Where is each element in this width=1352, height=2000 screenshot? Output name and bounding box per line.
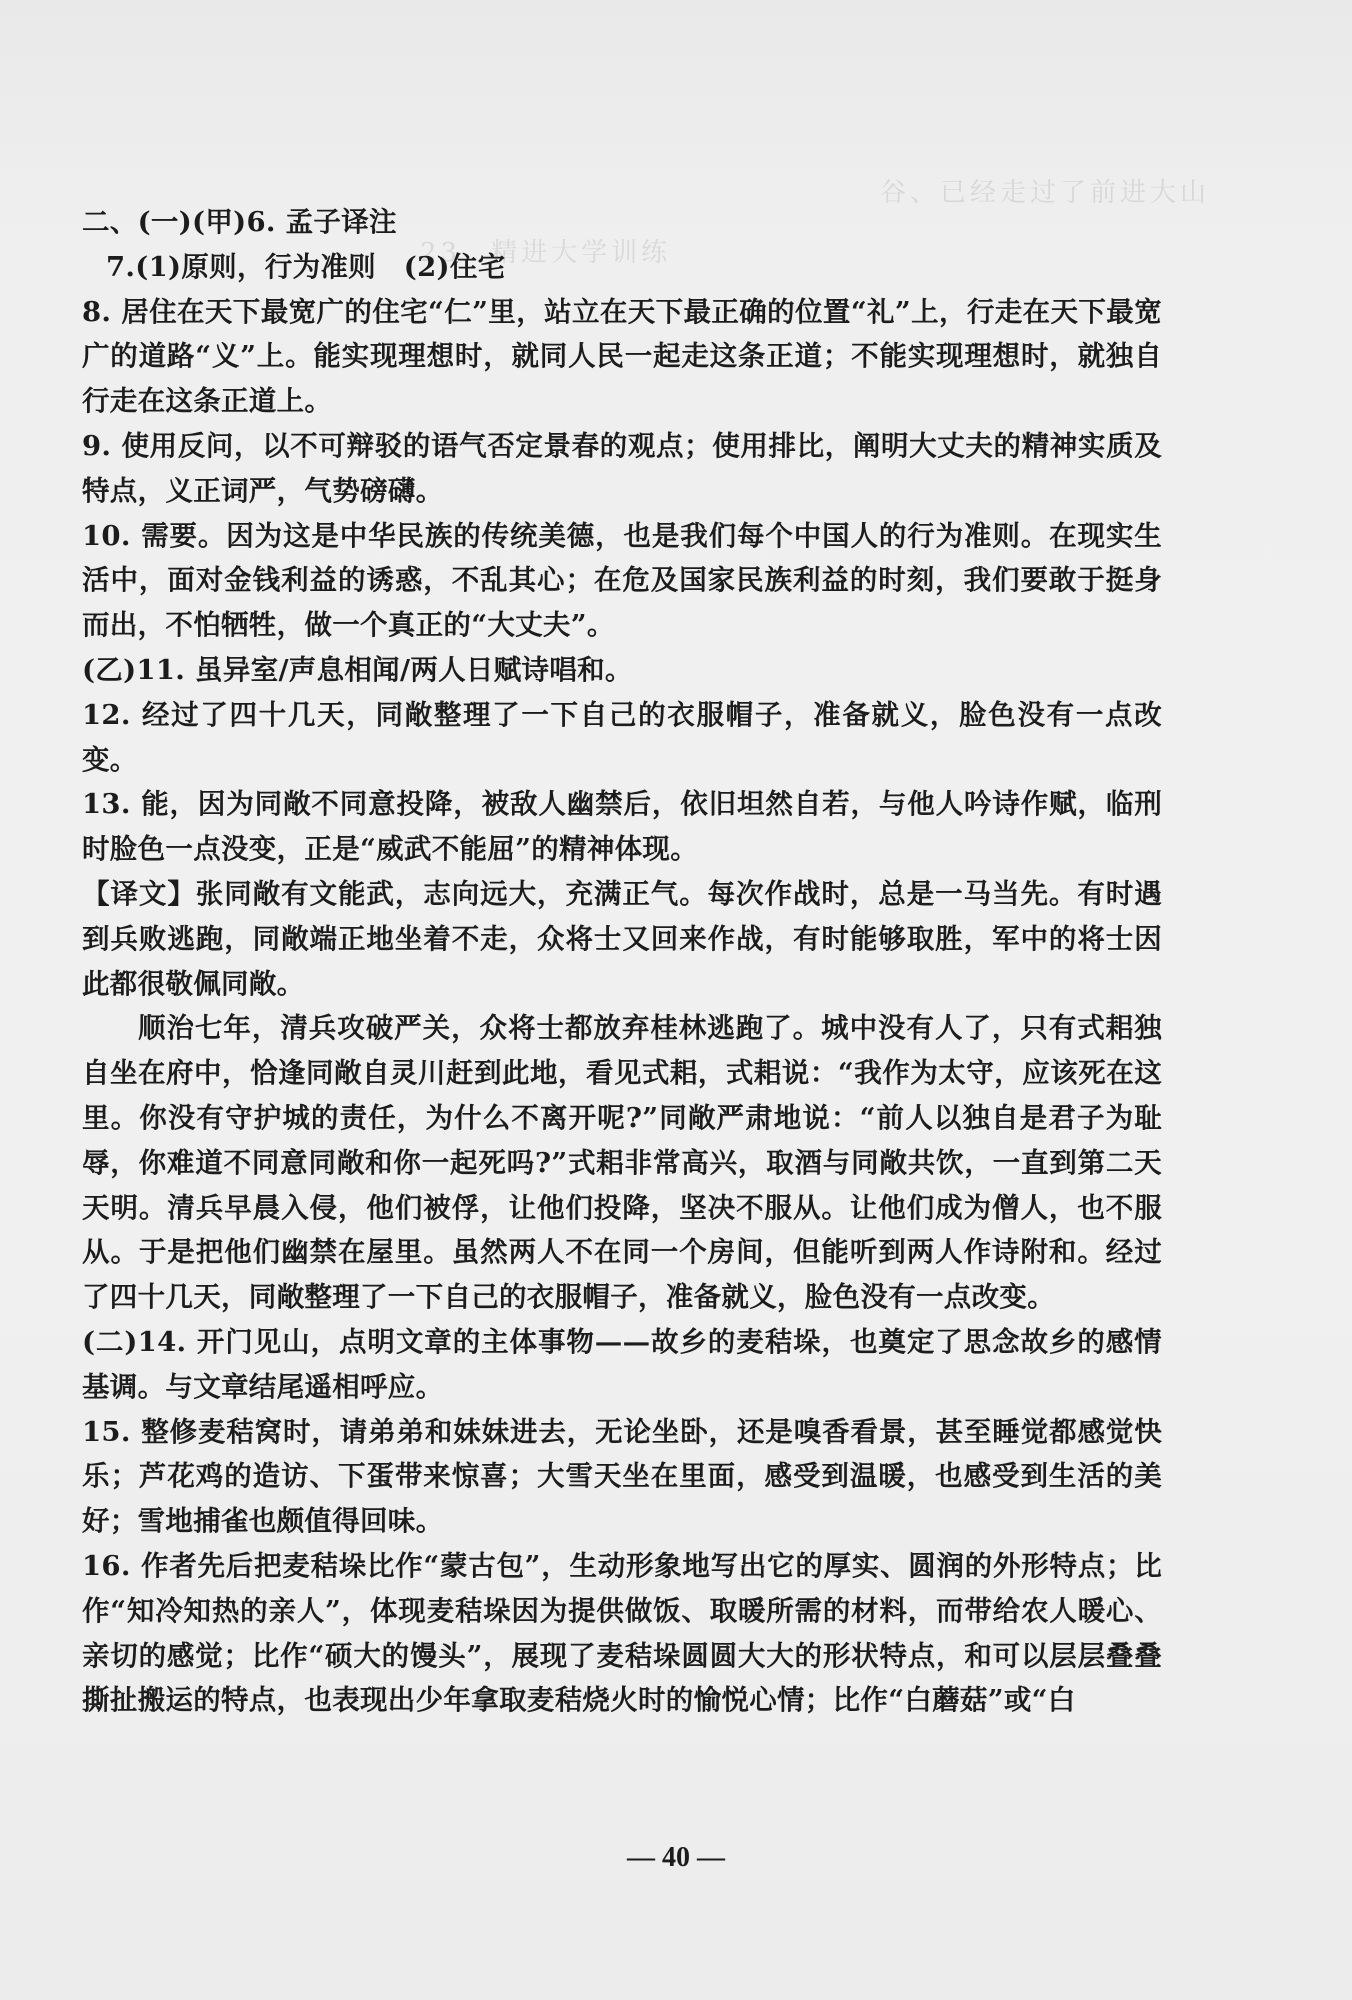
answer-15: 15. 整修麦秸窝时，请弟弟和妹妹进去，无论坐卧，还是嗅香看景，甚至睡觉都感觉快乐；芦花鸡的造访、下蛋带来惊喜；大雪天坐在里面，感受到温暖，也感受到生活的美好；雪地捕雀也颇值得回味。 xyxy=(82,1415,1162,1538)
answer-16: 16. 作者先后把麦秸垛比作“蒙古包”，生动形象地写出它的厚实、圆润的外形特点；比作“知冷知热的亲人”，体现麦秸垛因为提供做饭、取暖所需的材料，而带给农人暖心、亲切的感觉；比作“硕大的馒头”，展现了麦秸垛圆圆大大的形状特点，和可以层层叠叠撕扯搬运的特点，也表现出少年拿取麦秸烧火时的愉悦心情；比作“白蘑菇”或“白 xyxy=(82,1549,1162,1717)
answer-13: 13. 能，因为同敞不同意投降，被敌人幽禁后，依旧坦然自若，与他人吟诗作赋，临刑时脸色一点没变，正是“威武不能屈”的精神体现。 xyxy=(82,788,1162,866)
bleed-through-text: 谷、已经走过了前进大山 xyxy=(880,178,1211,208)
translation-paragraph-2: 顺治七年，清兵攻破严关，众将士都放弃桂林逃跑了。城中没有人了，只有式耜独自坐在府中，恰逢同敞自灵川赶到此地，看见式耜，式耜说：“我作为太守，应该死在这里。你没有守护城的责任，为什么不离开呢?”同敞严肃地说：“前人以独自是君子为耻辱，你难道不同意同敞和你一起死吗?”式耜非常高兴，取酒与同敞共饮，一直到第二天天明。清兵早晨入侵，他们被俘，让他们投降，坚决不服从。让他们成为僧人，也不服从。于是把他们幽禁在屋里。虽然两人不在同一个房间，但能听到两人作诗附和。经过了四十几天，同敞整理了一下自己的衣服帽子，准备就义，脸色没有一点改变。 xyxy=(82,1012,1162,1314)
bleed-through-text: 23 精进大学训练 xyxy=(420,238,672,268)
section-heading: 二、(一)(甲)6. 孟子译注 xyxy=(82,206,397,238)
answer-11: (乙)11. 虽异室/声息相闻/两人日赋诗唱和。 xyxy=(82,653,633,686)
answer-7: 7.(1)原则，行为准则 (2)住宅 xyxy=(106,250,506,283)
answer-9: 9. 使用反问，以不可辩驳的语气否定景春的观点；使用排比，阐明大丈夫的精神实质及特点，义正词严，气势磅礴。 xyxy=(82,429,1162,507)
answer-14: (二)14. 开门见山，点明文章的主体事物——故乡的麦秸垛，也奠定了思念故乡的感情基调。与文章结尾遥相呼应。 xyxy=(82,1325,1162,1403)
page-number: — 40 — xyxy=(627,1842,725,1873)
answer-key-text xyxy=(82,200,1162,1723)
answer-10: 10. 需要。因为这是中华民族的传统美德，也是我们每个中国人的行为准则。在现实生活中，面对金钱利益的诱惑，不乱其心；在危及国家民族利益的时刻，我们要敢于挺身而出，不怕牺牲，做一个真正的“大丈夫”。 xyxy=(82,519,1162,642)
translation-paragraph-1: 【译文】张同敞有文能武，志向远大，充满正气。每次作战时，总是一马当先。有时遇到兵败逃跑，同敞端正地坐着不走，众将士又回来作战，有时能够取胜，军中的将士因此都很敬佩同敞。 xyxy=(82,877,1162,1000)
answer-8: 8. 居住在天下最宽广的住宅“仁”里，站立在天下最正确的位置“礼”上，行走在天下最宽广的道路“义”上。能实现理想时，就同人民一起走这条正道；不能实现理想时，就独自行走在这条正道上。 xyxy=(82,295,1162,418)
answer-12: 12. 经过了四十几天，同敞整理了一下自己的衣服帽子，准备就义，脸色没有一点改变。 xyxy=(82,698,1162,776)
